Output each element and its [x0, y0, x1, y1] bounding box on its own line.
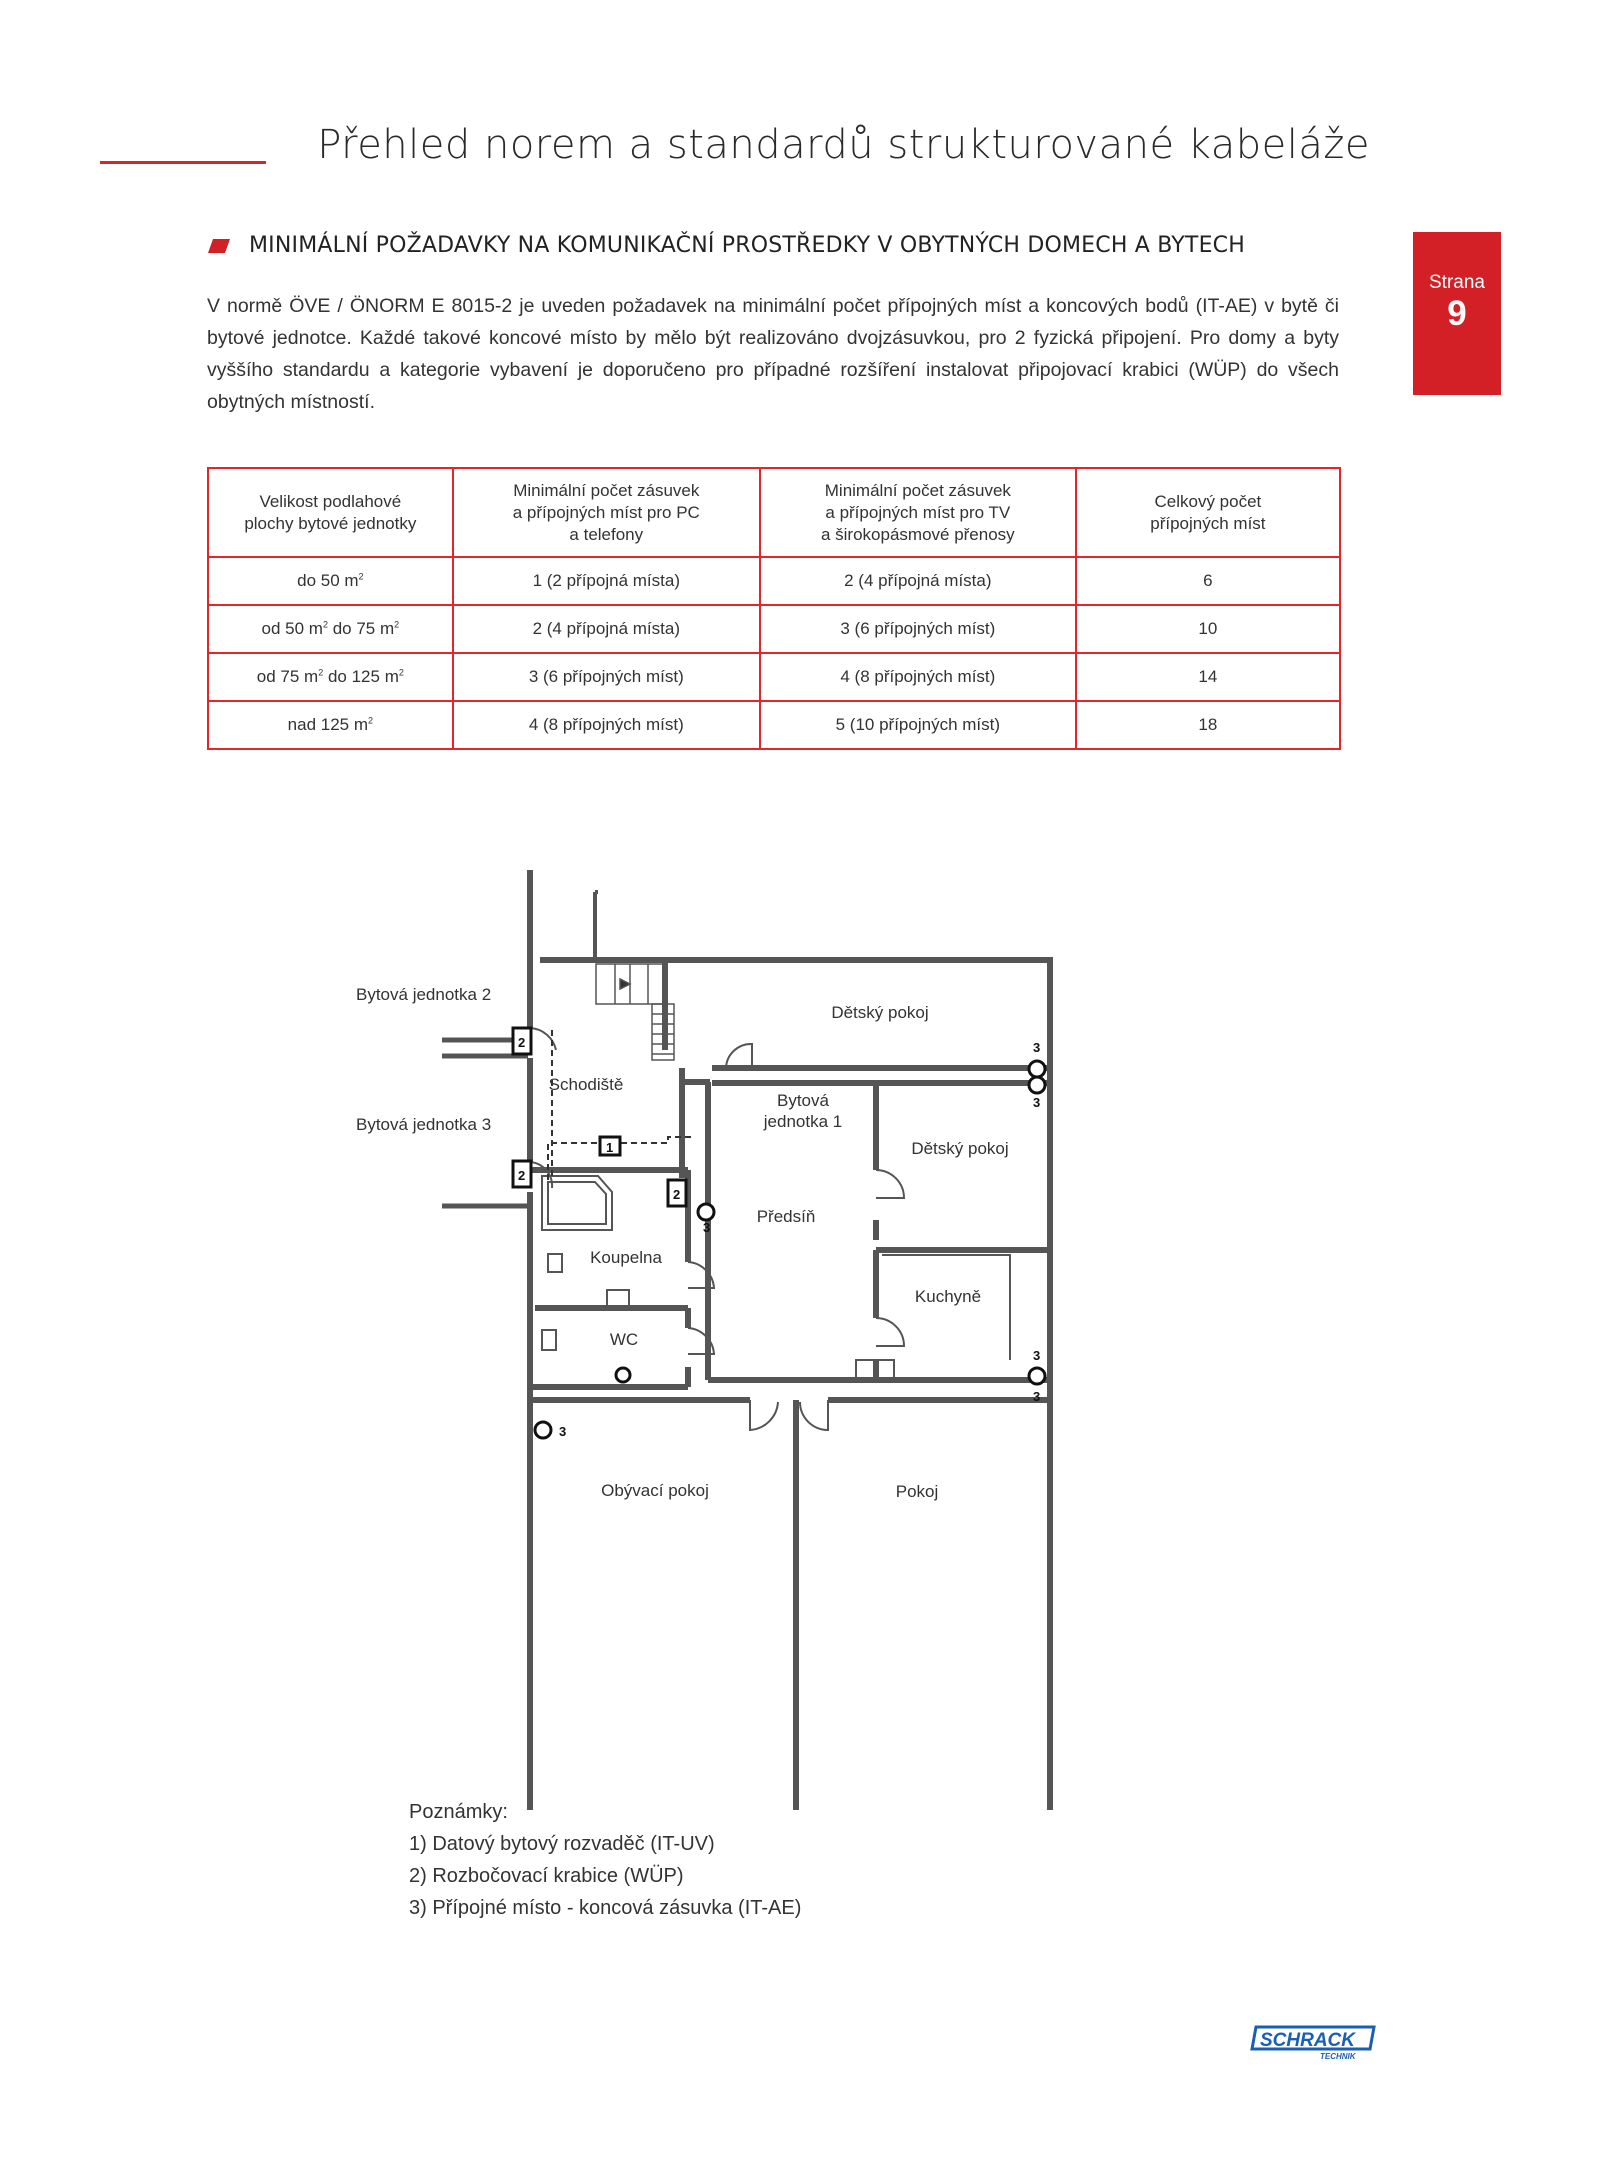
area-cell: do 50 $m^2$ — [208, 557, 453, 605]
svg-text:SCHRACK: SCHRACK — [1260, 2030, 1355, 2051]
table-row — [208, 653, 1340, 701]
page-tab-label: Strana — [1429, 272, 1485, 293]
svg-text:TECHNIK: TECHNIK — [1320, 2052, 1356, 2061]
marker-3: 3 — [1033, 1040, 1041, 1055]
notes — [409, 1796, 801, 1924]
label-unit-2: Bytová jednotka 2 — [356, 985, 492, 1004]
label-unit-1-line1: Bytová — [777, 1091, 829, 1110]
tv-cell: 5 (10 přípojných míst) — [760, 701, 1076, 749]
schrack-logo — [1250, 2023, 1378, 2063]
marker-2: 2 — [518, 1035, 526, 1050]
requirements-table — [207, 467, 1341, 750]
table-header-cell: Celkový počet přípojných míst — [1076, 468, 1340, 557]
section-heading: MINIMÁLNÍ POŽADAVKY NA KOMUNIKAČNÍ PROSTŘEDKY V OBYTNÝCH DOMECH A BYTECH — [249, 233, 1245, 258]
area-cell: od 50 $m^2$ do 75 $m^2$ — [208, 605, 453, 653]
tv-cell: 4 (8 přípojných míst) — [760, 653, 1076, 701]
pc-cell: 3 (6 přípojných míst) — [453, 653, 760, 701]
note-item: 1) Datový bytový rozvaděč (IT-UV) — [409, 1833, 715, 1855]
label-living-room: Obývací pokoj — [601, 1481, 709, 1500]
label-unit-1-line2: jednotka 1 — [763, 1112, 843, 1131]
table-header-row — [208, 468, 1340, 557]
marker-1: 1 — [606, 1140, 614, 1155]
table-header-cell: Minimální počet zásuvek a přípojných míst pro PC a telefony — [453, 468, 760, 557]
marker-2: 2 — [673, 1187, 681, 1202]
total-cell: 14 — [1076, 653, 1340, 701]
total-cell: 6 — [1076, 557, 1340, 605]
label-unit-3: Bytová jednotka 3 — [356, 1115, 492, 1134]
page-tab-number: 9 — [1447, 294, 1467, 333]
total-cell: 10 — [1076, 605, 1340, 653]
total-cell: 18 — [1076, 701, 1340, 749]
intro-paragraph: V normě ÖVE / ÖNORM E 8015-2 je uveden požadavek na minimální počet přípojných míst a koncových bodů (IT-AE) v bytě či bytové jednotce. Každé takové koncové místo by mělo být realizováno dvojzásuvkou, pro 2 fyzická připojení. Pro domy a byty vyššího standardu a kategorie vybavení je doporučeno pro případné rozšíření instalovat připojovací krabici (WÜP) do všech obytných místností. — [207, 295, 1339, 413]
tv-cell: 3 (6 přípojných míst) — [760, 605, 1076, 653]
table-header-cell: Velikost podlahové plochy bytové jednotky — [208, 468, 453, 557]
label-kids-room-2: Dětský pokoj — [911, 1139, 1009, 1158]
label-kitchen: Kuchyně — [914, 1287, 982, 1306]
area-cell: od 75 $m^2$ do 125 $m^2$ — [208, 653, 453, 701]
note-item: 2) Rozbočovací krabice (WÜP) — [409, 1865, 684, 1887]
table-header-cell: Minimální počet zásuvek a přípojných míst pro TV a širokopásmové přenosy — [760, 468, 1076, 557]
marker-3: 3 — [1033, 1389, 1041, 1404]
label-stairs: Schodiště — [548, 1075, 624, 1094]
notes-title: Poznámky: — [409, 1801, 508, 1823]
floor-plan — [330, 870, 1080, 1810]
marker-3: 3 — [703, 1220, 711, 1235]
label-room: Pokoj — [895, 1482, 939, 1501]
marker-3: 3 — [1033, 1095, 1041, 1110]
table-row — [208, 557, 1340, 605]
marker-2: 2 — [518, 1168, 526, 1183]
marker-3: 3 — [1033, 1348, 1041, 1363]
tv-cell: 2 (4 přípojná místa) — [760, 557, 1076, 605]
label-kids-room-1: Dětský pokoj — [831, 1003, 929, 1022]
area-cell: nad 125 $m^2$ — [208, 701, 453, 749]
page-title: Přehled norem a standardů strukturované kabeláže — [317, 122, 1370, 168]
page-number-tab — [1413, 232, 1501, 395]
note-item: 3) Přípojné místo - koncová zásuvka (IT-AE) — [409, 1897, 802, 1919]
label-wc: WC — [609, 1330, 639, 1349]
label-bathroom: Koupelna — [590, 1248, 662, 1267]
pc-cell: 1 (2 přípojná místa) — [453, 557, 760, 605]
label-hall: Předsíň — [756, 1207, 816, 1226]
marker-3: 3 — [559, 1424, 567, 1439]
pc-cell: 4 (8 přípojných míst) — [453, 701, 760, 749]
pc-cell: 2 (4 přípojná místa) — [453, 605, 760, 653]
table-row — [208, 701, 1340, 749]
header-accent-line — [100, 161, 266, 164]
table-row — [208, 605, 1340, 653]
